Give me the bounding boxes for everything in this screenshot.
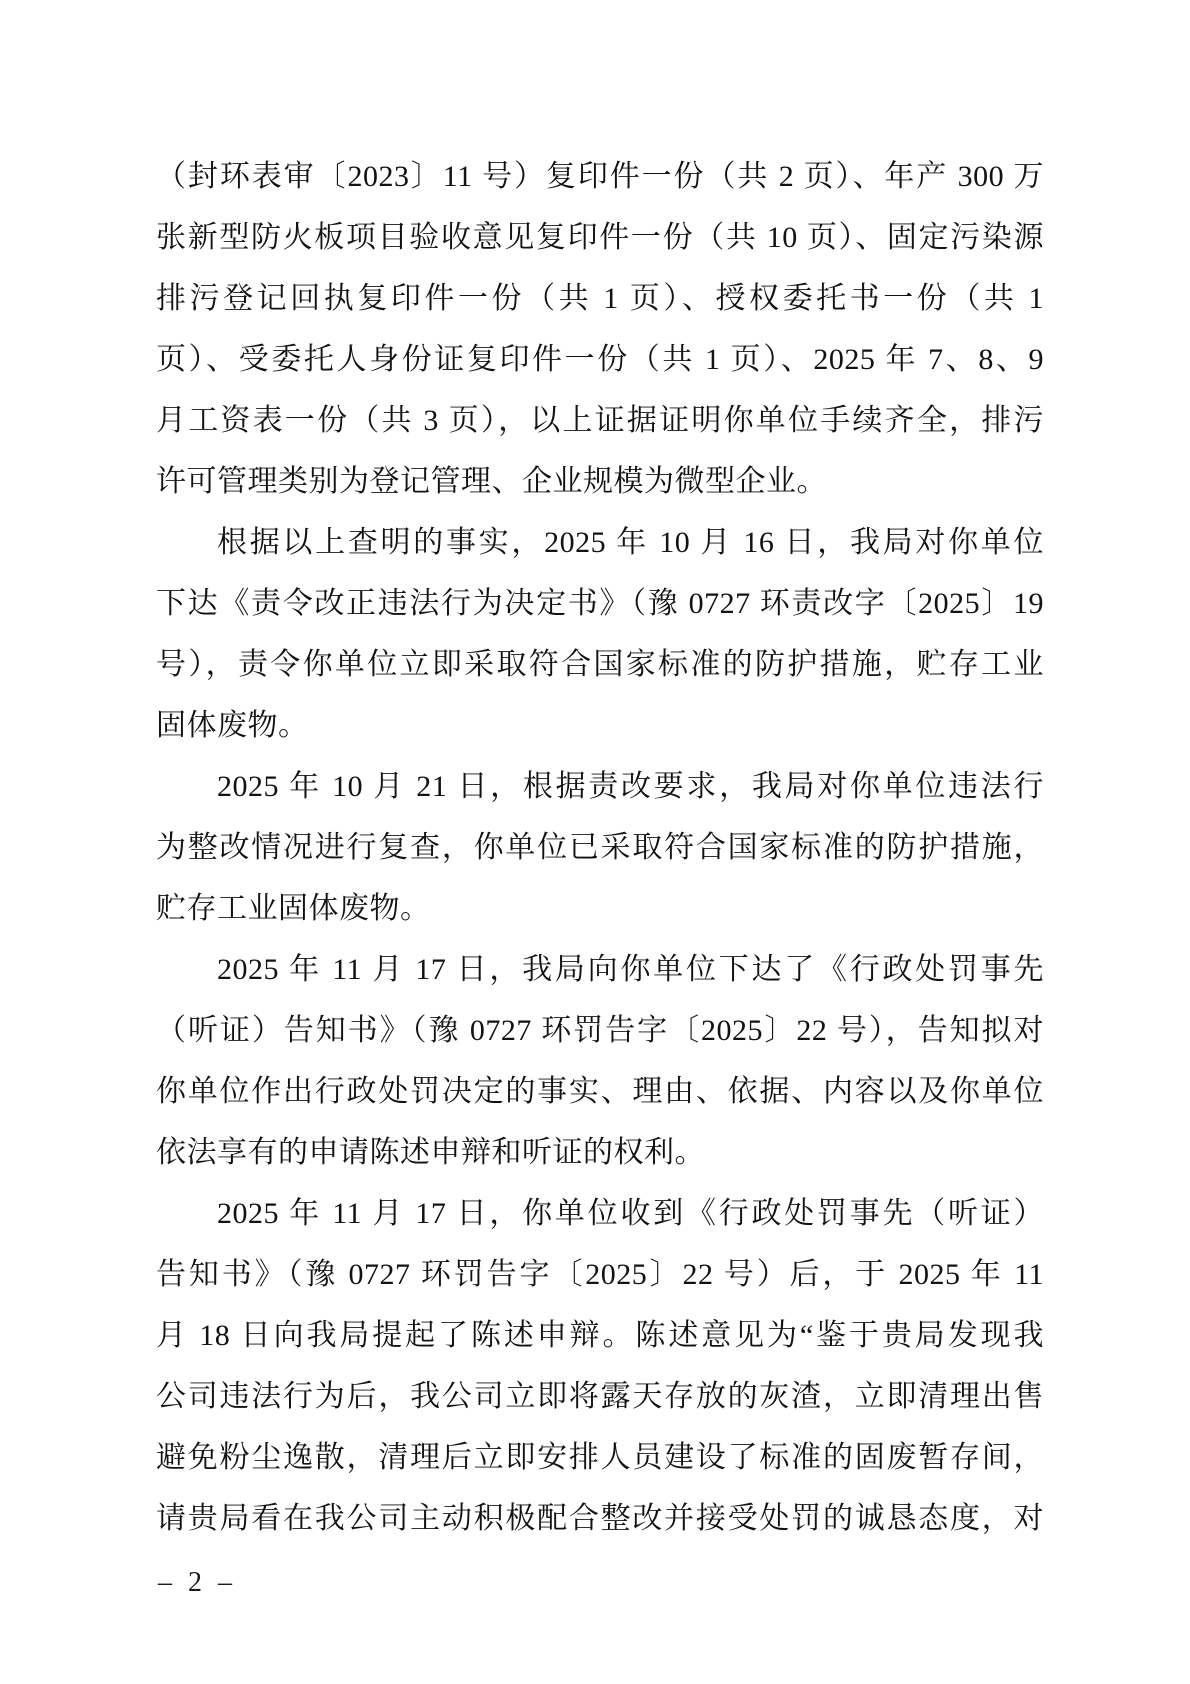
- text-line: 排污登记回执复印件一份（共 1 页）、授权委托书一份（共 1: [156, 282, 1044, 315]
- page-footer: [158, 1566, 232, 1600]
- text-line: 2025 年 10 月 21 日，根据责改要求，我局对你单位违法行: [217, 770, 1044, 803]
- text-line: 公司违法行为后，我公司立即将露天存放的灰渣，立即清理出售: [156, 1380, 1044, 1413]
- text-line: 张新型防火板项目验收意见复印件一份（共 10 页）、固定污染源: [156, 221, 1044, 254]
- text-line: 依法享有的申请陈述申辩和听证的权利。: [156, 1136, 705, 1169]
- text-line: 为整改情况进行复查，你单位已采取符合国家标准的防护措施，: [156, 831, 1044, 864]
- text-line: 请贵局看在我公司主动积极配合整改并接受处罚的诚恳态度，对: [156, 1502, 1044, 1535]
- text-line: 下达《责令改正违法行为决定书》（豫 0727 环责改字〔2025〕19: [156, 587, 1044, 620]
- text-line: 2025 年 11 月 17 日，你单位收到《行政处罚事先（听证）: [217, 1197, 1044, 1230]
- page-number: – 2 –: [158, 1567, 232, 1598]
- text-line: 许可管理类别为登记管理、企业规模为微型企业。: [156, 465, 827, 498]
- text-line: 你单位作出行政处罚决定的事实、理由、依据、内容以及你单位: [156, 1075, 1044, 1108]
- text-line: （封环表审〔2023〕11 号）复印件一份（共 2 页）、年产 300 万: [156, 160, 1044, 193]
- text-line: 避免粉尘逸散，清理后立即安排人员建设了标准的固废暂存间，: [156, 1441, 1044, 1474]
- text-line: 月 18 日向我局提起了陈述申辩。陈述意见为“鉴于贵局发现我: [156, 1319, 1044, 1352]
- text-line: （听证）告知书》（豫 0727 环罚告字〔2025〕22 号），告知拟对: [156, 1014, 1044, 1047]
- text-line: 2025 年 11 月 17 日，我局向你单位下达了《行政处罚事先: [217, 953, 1044, 986]
- text-line: 贮存工业固体废物。: [156, 892, 431, 925]
- text-line: 号），责令你单位立即采取符合国家标准的防护措施，贮存工业: [156, 648, 1044, 681]
- document-body: [156, 146, 1044, 1549]
- text-line: 根据以上查明的事实，2025 年 10 月 16 日，我局对你单位: [217, 526, 1044, 559]
- text-line: 月工资表一份（共 3 页），以上证据证明你单位手续齐全，排污: [156, 404, 1044, 437]
- text-line: 页）、受委托人身份证复印件一份（共 1 页）、2025 年 7、8、9: [156, 343, 1044, 376]
- text-line: 告知书》（豫 0727 环罚告字〔2025〕22 号）后，于 2025 年 11: [156, 1258, 1044, 1291]
- text-line: 固体废物。: [156, 709, 309, 742]
